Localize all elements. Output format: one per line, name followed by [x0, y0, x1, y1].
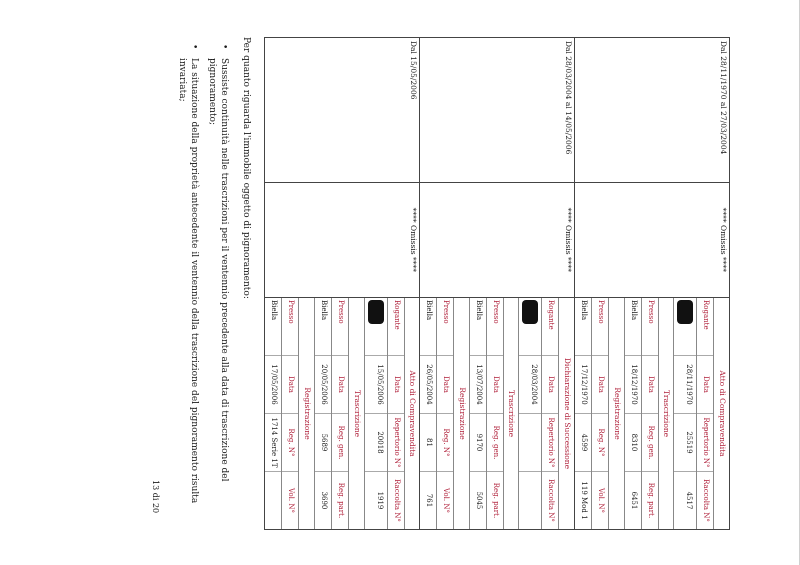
bullet-dot-icon: • [219, 44, 229, 50]
section-value-row-cell: 9170 [470, 413, 486, 471]
section-value-row-cell: Biella [474, 299, 483, 321]
deed-detail-cell [265, 297, 420, 529]
deed-value-row-cell [520, 413, 542, 471]
redaction-mark [368, 300, 384, 324]
deed-header-row-cell: Rogante [392, 299, 401, 330]
section-value-row-cell: 17/05/2006 [265, 355, 281, 413]
section-title: Registrazione [299, 298, 315, 529]
section-value-row-cell: 3690 [315, 471, 331, 529]
section-header-row [332, 298, 349, 529]
deed-header-row-cell: Repertorio N° [388, 413, 404, 471]
section-title: Trascrizione [659, 298, 675, 529]
section-header-row-cell: Presso [287, 299, 296, 324]
intro-paragraph: Per quanto riguarda l'immobile oggetto di pignoramento: [241, 37, 251, 299]
section-header-row-cell: Reg. gen. [487, 413, 503, 471]
deed-header-row-cell: Raccolta N° [697, 471, 713, 529]
deed-value-row-cell: 15/05/2006 [365, 355, 387, 413]
deed-header-row-cell: Rogante [547, 299, 556, 330]
page-number: 13 di 20 [151, 480, 160, 514]
section-title: Trascrizione [504, 298, 520, 529]
section-value-row-cell: 8310 [625, 413, 641, 471]
party-cell: **** Omissis **** [575, 182, 730, 297]
section-value-row-cell: 17/12/1970 [575, 355, 591, 413]
section-value-row [420, 298, 437, 529]
section-value-row-cell: 119 Mod 1 [575, 471, 591, 529]
section-header-row-cell: Reg. N° [437, 413, 453, 471]
section-header-row-cell: Reg. gen. [642, 413, 658, 471]
deed-header-row-cell: Data [388, 355, 404, 413]
section-header-row-cell: Data [332, 355, 348, 413]
section-header-row [437, 298, 454, 529]
section-value-row-cell: 5045 [470, 471, 486, 529]
section-value-row [470, 298, 487, 529]
section-header-row-cell: Data [487, 355, 503, 413]
section-header-row-cell: Data [282, 355, 298, 413]
section-value-row-cell: 6451 [625, 471, 641, 529]
deed-value-row-cell [520, 298, 542, 355]
section-header-row-cell: Reg. part. [487, 471, 503, 529]
deed-value-row-cell: 28/11/1970 [674, 355, 696, 413]
deed-value-row-cell: 25519 [674, 413, 696, 471]
section-value-row [575, 298, 592, 529]
section-header-row-cell: Vol. N° [437, 471, 453, 529]
deed-header-row [388, 298, 405, 529]
section-header-row-cell: Presso [597, 299, 606, 324]
deed-header-row-cell: Data [697, 355, 713, 413]
section-header-row [642, 298, 659, 529]
deed-header-row [543, 298, 560, 529]
deed-header-row [697, 298, 714, 529]
period-cell: Dal 28/11/1970 al 27/03/2004 [575, 38, 730, 183]
section-value-row-cell: Biella [425, 299, 434, 321]
section-header-row [282, 298, 299, 529]
bullet-ownership [176, 44, 200, 528]
deed-value-row [365, 298, 388, 529]
bullet-dot-icon: • [189, 44, 199, 50]
deed-value-row-cell [674, 298, 696, 355]
deed-header-row-cell: Raccolta N° [543, 471, 559, 529]
deed-value-row-cell [520, 471, 542, 529]
section-value-row-cell: 13/07/2004 [470, 355, 486, 413]
section-value-row-cell: 20/05/2006 [315, 355, 331, 413]
section-value-row [315, 298, 332, 529]
deed-value-row-cell: 20018 [365, 413, 387, 471]
deed-title: Dichiarazione di Successione [563, 357, 573, 470]
section-header-row-cell: Reg. N° [592, 413, 608, 471]
provenance-table-body [265, 38, 730, 530]
deed-value-row-cell [365, 298, 387, 355]
section-value-row-cell: 26/05/2004 [420, 355, 436, 413]
deed-header-row-cell: Repertorio N° [697, 413, 713, 471]
section-header-row-cell: Reg. part. [642, 471, 658, 529]
section-header-row-cell: Presso [337, 299, 345, 324]
section-header-row-cell: Reg. part. [332, 471, 348, 529]
section-value-row-cell: Biella [270, 299, 279, 321]
section-value-row-cell: 18/12/1970 [625, 355, 641, 413]
section-header-row-cell: Presso [442, 299, 451, 324]
section-value-row-cell: 81 [420, 413, 436, 471]
section-title: Trascrizione [349, 298, 365, 529]
period-cell: Dal 28/03/2004 al 14/05/2006 [420, 38, 575, 183]
party-cell: **** Omissis **** [420, 182, 575, 297]
section-header-row-cell: Vol. N° [282, 471, 298, 529]
section-value-row-cell: Biella [320, 299, 328, 321]
deed-title: Atto di Compravendita [408, 370, 418, 457]
deed-value-row-cell: 1919 [365, 471, 387, 529]
section-header-row-cell: Presso [646, 299, 655, 324]
bullet-text-continuity: Sussiste continuità nelle trascrizioni per il ventennio precedente alla data di trascrizione del pignoramento; [206, 58, 229, 482]
section-value-row-cell: 5689 [315, 413, 331, 471]
section-header-row-cell: Data [592, 355, 608, 413]
section-value-row [265, 298, 282, 529]
redaction-mark [677, 300, 693, 324]
section-value-row-cell: Biella [629, 299, 638, 321]
deed-value-row-cell: 4517 [674, 471, 696, 529]
party-cell: **** Omissis **** [265, 182, 420, 297]
section-value-row-cell: Biella [580, 299, 589, 321]
deed-header-row-cell: Rogante [702, 299, 711, 330]
redaction-mark [523, 300, 539, 324]
section-value-row-cell: 1714 Serie 1T [265, 413, 281, 471]
period-cell: Dal 15/05/2006 [265, 38, 420, 183]
section-value-row-cell: 4599 [575, 413, 591, 471]
deed-value-row [674, 298, 697, 529]
section-value-row [625, 298, 642, 529]
section-title: Registrazione [454, 298, 470, 529]
provenance-row [265, 38, 420, 530]
section-header-row-cell: Data [642, 355, 658, 413]
deed-header-row-cell: Repertorio N° [543, 413, 559, 471]
provenance-table [264, 37, 730, 530]
section-header-row-cell: Vol. N° [592, 471, 608, 529]
section-header-row [592, 298, 609, 529]
section-header-row-cell: Reg. N° [282, 413, 298, 471]
bullet-text-ownership: La situazione della proprietà antecedente il ventennio della trascrizione del pignoramento risulta invariata; [176, 58, 199, 504]
deed-header-row-cell: Data [543, 355, 559, 413]
bullet-continuity [206, 44, 230, 528]
section-title: Registrazione [609, 298, 625, 529]
deed-title: Atto di Compravendita [718, 370, 727, 457]
deed-value-row-cell: 28/03/2004 [520, 355, 542, 413]
section-header-row-cell: Data [437, 355, 453, 413]
deed-detail-cell [575, 297, 730, 529]
provenance-row [575, 38, 730, 530]
section-header-row-cell: Reg. gen. [332, 413, 348, 471]
deed-header-row-cell: Raccolta N° [388, 471, 404, 529]
section-header-row [487, 298, 504, 529]
deed-value-row [520, 298, 543, 529]
section-value-row-cell [265, 471, 281, 529]
deed-detail-cell [420, 297, 575, 529]
section-header-row-cell: Presso [491, 299, 500, 324]
section-value-row-cell: 761 [420, 471, 436, 529]
provenance-row [420, 38, 575, 530]
